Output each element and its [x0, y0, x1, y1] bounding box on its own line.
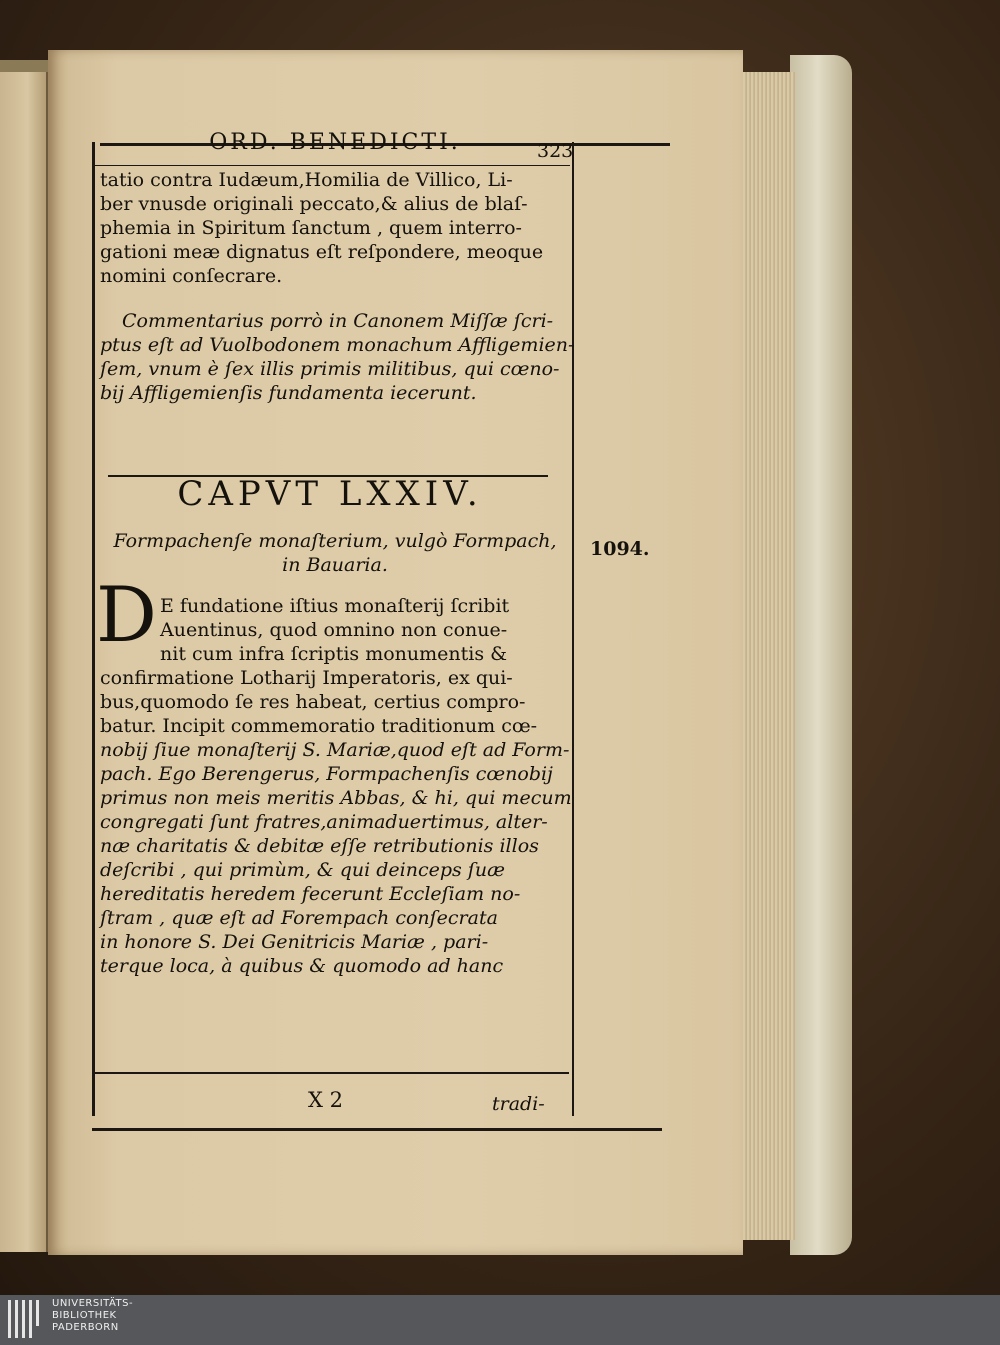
- library-name-line: UNIVERSITÄTS-: [52, 1298, 134, 1309]
- text-line: Commentarius porrò in Canonem Miſſæ ſcri-: [122, 310, 554, 332]
- library-name-line: PADERBORN: [52, 1322, 119, 1333]
- margin-date: 1094.: [590, 538, 650, 560]
- text-line: ber vnusde originali peccato,& alius de blaſ-: [100, 193, 528, 215]
- running-head: ORD. BENEDICTI.: [209, 130, 461, 155]
- subtitle-line: Formpachenſe monaſterium, vulgò Formpach,: [113, 530, 557, 552]
- paragraph-3: [100, 594, 572, 978]
- text-line: hereditatis heredem fecerunt Eccleſiam no-: [100, 883, 521, 905]
- drop-cap: D: [96, 570, 157, 659]
- text-line: nobij ſiue monaſterij S. Mariæ,quod eſt ad Form-: [100, 739, 570, 761]
- text-line: deſcribi , qui primùm, & qui deinceps ſuæ: [100, 859, 505, 881]
- text-line: ſem, vnum è ſex illis primis militibus, qui cœno-: [100, 358, 560, 380]
- text-line: nit cum infra ſcriptis monumentis &: [160, 643, 508, 665]
- text-line: confirmatione Lotharij Imperatoris, ex qui-: [100, 667, 513, 689]
- library-footer-bar: [0, 1295, 1000, 1345]
- library-logo-icon: [8, 1300, 42, 1338]
- text-line: næ charitatis & debitæ eſſe retributionis illos: [100, 835, 539, 857]
- text-line: bus,quomodo ſe res habeat, certius compro-: [100, 691, 526, 713]
- paragraph-1: [100, 168, 566, 288]
- running-head-rule: [92, 165, 570, 166]
- text-line: Auentinus, quod omnino non conue-: [160, 619, 508, 641]
- chapter-heading: CAPVT LXXIV.: [177, 474, 483, 514]
- library-name-line: BIBLIOTHEK: [52, 1310, 117, 1321]
- page-number: 323: [537, 140, 574, 162]
- paragraph-2: [100, 309, 575, 405]
- text-line: bij Affligemienſis fundamenta iecerunt.: [100, 382, 477, 404]
- library-name[interactable]: [52, 1298, 133, 1334]
- signature-mark: X 2: [308, 1088, 343, 1112]
- catchword: tradi-: [492, 1093, 545, 1115]
- footer-rule: [92, 1128, 662, 1131]
- chapter-subtitle: [104, 529, 566, 577]
- text-bottom-rule: [94, 1072, 569, 1074]
- text-line: terque loca, à quibus & quomodo ad hanc: [100, 955, 504, 977]
- book-cover: [790, 55, 852, 1255]
- text-line: gationi meæ dignatus eſt reſpondere, meoque: [100, 241, 544, 263]
- text-line: batur. Incipit commemoratio traditionum cœ-: [100, 715, 538, 737]
- text-line: primus non meis meritis Abbas, & hi, qui mecum: [100, 787, 572, 809]
- page-edges: [735, 72, 795, 1240]
- text-line: in honore S. Dei Genitricis Mariæ , pari-: [100, 931, 489, 953]
- facing-page: [0, 72, 48, 1252]
- text-line: congregati ſunt fratres,animaduertimus, alter-: [100, 811, 548, 833]
- text-line: ſtram , quæ eſt ad Forempach conſecrata: [100, 907, 498, 929]
- text-line: tatio contra Iudæum,Homilia de Villico, Li-: [100, 169, 513, 191]
- subtitle-line: in Bauaria.: [282, 554, 388, 576]
- text-line: E fundatione iſtius monaſterij ſcribit: [160, 595, 510, 617]
- text-line: pach. Ego Berengerus, Formpachenſis cœnobij: [100, 763, 553, 785]
- text-line: nomini conſecrare.: [100, 265, 283, 287]
- text-line: phemia in Spiritum ſanctum , quem interro-: [100, 217, 522, 239]
- text-line: ptus eſt ad Vuolbodonem monachum Affligemien-: [100, 334, 575, 356]
